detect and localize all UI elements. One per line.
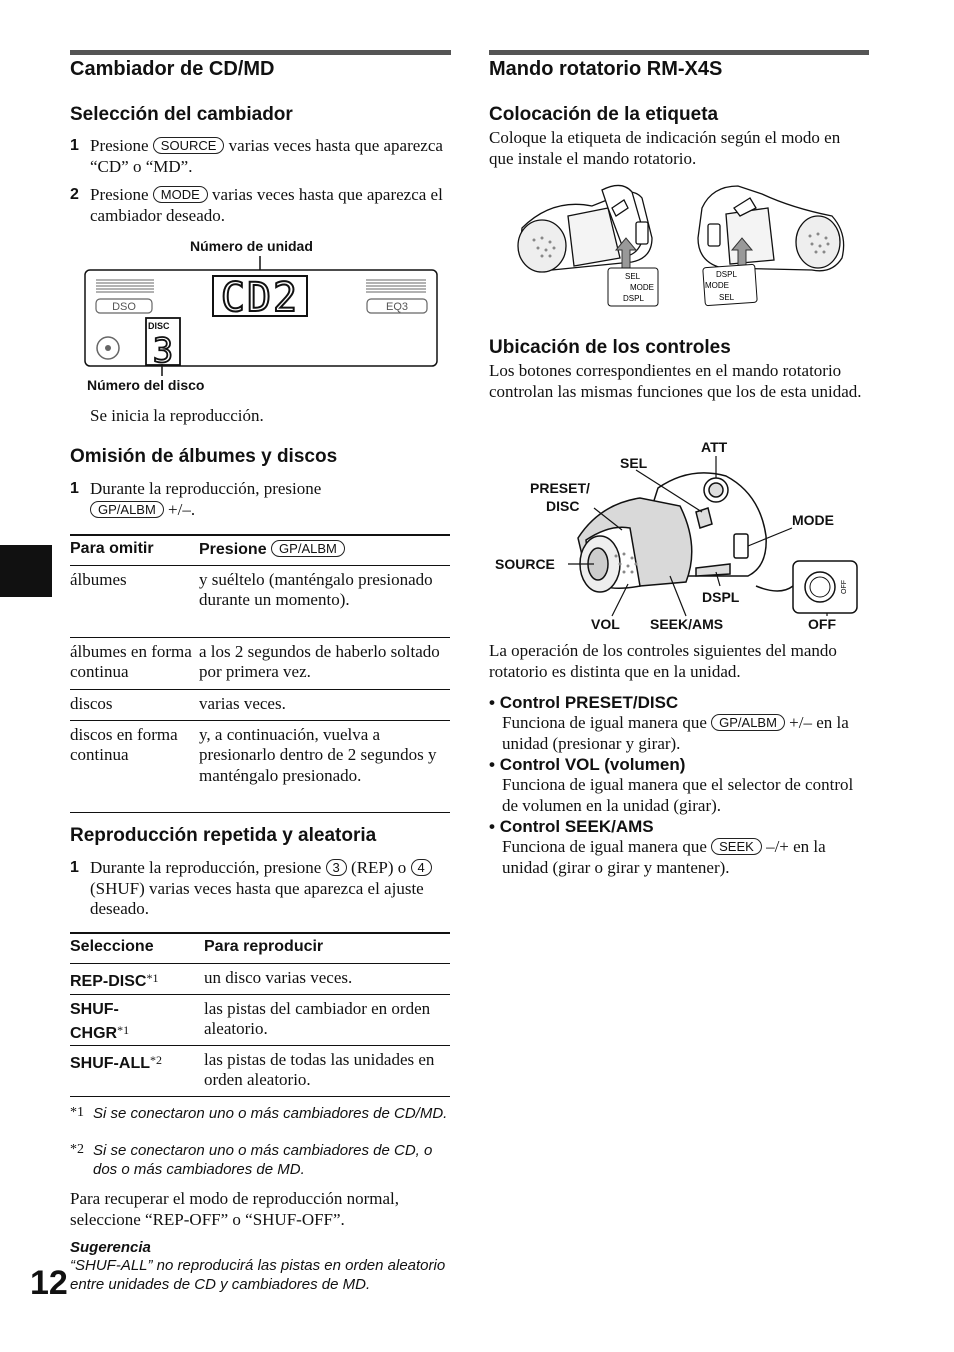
sel-label: SEL [620,455,648,471]
table-cell: y, a continuación, vuelva a presionarlo dentro de 2 segundos y manténgalo presionado. [199,724,437,785]
page-number: 12 [30,1264,68,1302]
label-placement-heading: Colocación de la etiqueta [489,104,719,125]
table-row [70,994,450,1045]
step-text: Durante la reproducción, presione GP/ALBM +/–. [90,479,322,519]
table-cell: discos en forma continua [70,724,178,764]
table-cell: REP-DISC$^{*1}$ [70,970,159,990]
tip-title: Sugerencia [70,1239,151,1256]
tag-text: SEL [719,293,735,302]
bullet-item: • Control SEEK/AMS Funciona de igual manera que SEEK –/+ en la unidad (girar o girar y mantener). [489,817,826,877]
display-eq-text: EQ3 [385,301,409,313]
table-row [70,689,450,720]
label-placement-illustration [512,178,848,310]
off-label: OFF [808,616,836,632]
gp-albm-button: GP/ALBM [90,501,164,518]
disc-label: DISC [546,498,580,514]
display-dso-text: DSO [112,301,136,313]
preset-label: PRESET/ [530,480,590,496]
step-number: 1 [70,859,79,876]
left-section-title: Cambiador de CD/MD [70,58,275,80]
step-number: 1 [70,480,79,497]
table-header-row [70,933,450,963]
table-header-row [70,535,450,565]
display-illustration [84,256,440,376]
source-button: SOURCE [153,137,225,154]
button-3: 3 [326,859,347,876]
table-cell: álbumes en forma continua [70,641,192,681]
step-number: 2 [70,186,79,203]
col-header: Para reproducir [204,938,324,955]
label-placement-text: Coloque la etiqueta de indicación según el modo en que instale el mando rotatorio. [489,128,841,168]
footnote-2: *2 Si se conectaron uno o más cambiadores de CD, o dos o más cambiadores de MD. [70,1142,433,1178]
different-operation-text: La operación de los controles siguientes del mando rotatorio es distinta que en la unidad. [489,641,837,681]
step-text: Presione MODE varias veces hasta que aparezca el cambiador deseado. [90,185,443,225]
seek-ams-label: SEEK/AMS [650,616,724,632]
source-label: SOURCE [495,556,555,572]
changer-selection-heading: Selección del cambiador [70,104,293,125]
table-cell: un disco varias veces. [204,967,353,987]
controls-location-text: Los botones correspondientes en el mando rotatorio controlan las mismas funciones que los de esta unidad. [489,361,862,401]
step-text: Presione SOURCE varias veces hasta que aparezca “CD” o “MD”. [90,136,443,176]
tag-text: DSPL [623,294,644,303]
mode-button: MODE [153,186,208,203]
tag-text: MODE [630,283,654,292]
bullet-item: • Control VOL (volumen) Funciona de igual manera que el selector de control de volumen en la unidad (girar). [489,755,854,815]
controls-location-heading: Ubicación de los controles [489,337,731,358]
skip-heading: Omisión de álbumes y discos [70,446,338,467]
restore-normal-text: Para recuperar el modo de reproducción normal, seleccione “REP-OFF” o “SHUF-OFF”. [70,1189,399,1229]
col-header: Para omitir [70,540,154,557]
button-4: 4 [411,859,432,876]
col-header: Seleccione [70,938,154,955]
table-row [70,720,450,812]
step-number: 1 [70,137,79,154]
table-cell: álbumes [70,569,127,589]
section-tab-marker [0,545,52,597]
dspl-label: DSPL [702,589,740,605]
repeat-table [70,932,450,1097]
table-cell: discos [70,693,113,713]
footnote-1: *1 Si se conectaron uno o más cambiadores de CD/MD. [70,1105,448,1122]
skip-table [70,534,450,813]
tag-text: MODE [705,281,729,290]
playback-starts-text: Se inicia la reproducción. [90,406,264,425]
mode-label: MODE [792,512,834,528]
gp-albm-button: GP/ALBM [271,540,345,557]
table-cell: SHUF-CHGR$^{*1}$ [70,1000,130,1042]
col-header: Presione GP/ALBM [199,535,450,565]
right-section-title: Mando rotatorio RM-X4S [489,58,723,80]
repeat-shuffle-heading: Reproducción repetida y aleatoria [70,825,377,846]
bullet-item: • Control PRESET/DISC Funciona de igual manera que GP/ALBM +/– en la unidad (presionar y girar). [489,693,849,753]
table-row [70,565,450,637]
table-cell: y suéltelo (manténgalo presionado durante un momento). [199,569,433,609]
tag-text: SEL [625,272,641,281]
unit-number-label: Número de unidad [190,238,313,254]
step-text: Durante la reproducción, presione 3 (REP) o 4 (SHUF) varias veces hasta que aparezca el ajuste deseado. [90,858,452,920]
display-disc-label: DISC [148,321,170,331]
table-cell: SHUF-ALL$^{*2}$ [70,1052,162,1072]
section-rule-left [70,50,451,55]
table-cell: las pistas del cambiador en orden aleatorio. [204,998,431,1038]
section-rule-right [489,50,869,55]
rotary-commander-illustration [490,436,866,642]
table-cell: a los 2 segundos de haberlo soltado por primera vez. [199,641,440,681]
att-label: ATT [701,439,728,455]
tag-text: DSPL [716,270,737,279]
display-main-text: CD2 [220,275,300,321]
table-cell: varias veces. [199,693,286,713]
table-cell: las pistas de todas las unidades en orden aleatorio. [204,1049,435,1089]
disc-number-label: Número del disco [87,377,205,393]
vol-label: VOL [591,616,620,632]
table-row [70,637,450,689]
table-row [70,963,450,994]
display-disc-number: 3 [152,331,174,371]
off-small-text: OFF [841,580,848,594]
tip-text: “SHUF-ALL” no reproducirá las pistas en orden aleatorio entre unidades de CD y cambiadores de MD. [70,1257,446,1293]
seek-button: SEEK [711,838,762,855]
table-row [70,1045,450,1096]
gp-albm-button: GP/ALBM [711,714,785,731]
